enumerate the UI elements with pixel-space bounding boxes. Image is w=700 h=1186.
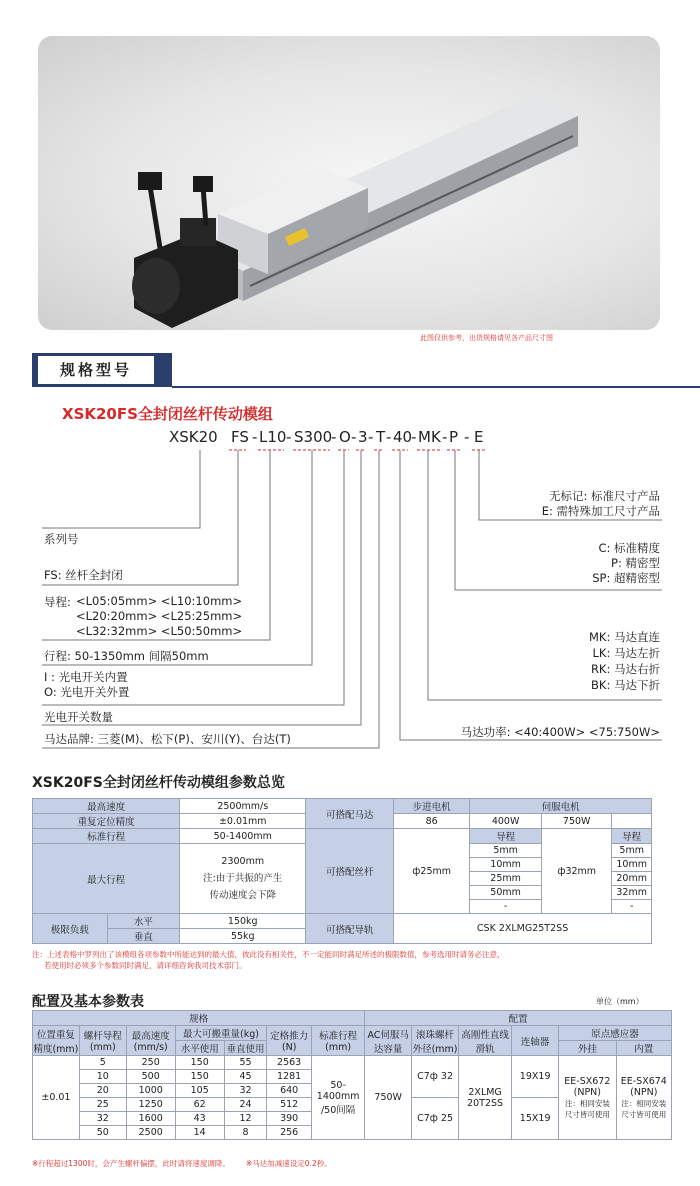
- cell-h-load: 14: [175, 1126, 224, 1140]
- sensor-model: EE-SX674: [620, 1075, 667, 1087]
- cell-label: 可搭配马达: [306, 799, 394, 829]
- cell-thrust: 390: [267, 1112, 312, 1126]
- label-e-e: E: 需特殊加工尺寸产品: [541, 504, 660, 518]
- code-dash: -: [442, 428, 448, 446]
- cell-value: ф25mm: [394, 829, 470, 914]
- cell-thrust: 256: [267, 1126, 312, 1140]
- cell-speed: 250: [126, 1056, 175, 1070]
- header-motor: AC伺服马达容量: [365, 1026, 412, 1056]
- sensor-note: 注：相同安装: [564, 1098, 610, 1108]
- cell-lead: 20: [79, 1084, 126, 1098]
- cell-label: 可搭配丝杆: [306, 829, 394, 914]
- cell-value: 2500mm/s: [180, 799, 306, 814]
- cell-sensor-ext: [559, 1056, 617, 1140]
- cell-label: 导程: [612, 829, 652, 844]
- cell-speed: 1600: [126, 1112, 175, 1126]
- cell-value: 10mm: [612, 858, 652, 872]
- sensor-type: (NPN): [573, 1086, 601, 1098]
- code-lead: L10: [259, 428, 287, 446]
- header-sensor: 原点感应器: [559, 1026, 672, 1041]
- params-overview-table: [32, 798, 652, 944]
- sensor-note: 注：相同安装: [621, 1098, 667, 1108]
- photo-disclaimer: 此图仅供参考，出货规格请见各产品尺寸图: [420, 334, 553, 342]
- header-spec: 规格: [33, 1011, 365, 1026]
- cell-thrust: 1281: [267, 1070, 312, 1084]
- cell-v-load: 32: [224, 1084, 267, 1098]
- label-precision-sp: SP: 超精密型: [592, 571, 660, 585]
- cell-value: 5mm: [612, 844, 652, 858]
- cell-lead: 50: [79, 1126, 126, 1140]
- cell-v-load: 45: [224, 1070, 267, 1084]
- cell-rail: [458, 1056, 511, 1140]
- code-dash: -: [386, 428, 392, 446]
- header-screw: 滚珠螺杆外径(mm): [412, 1026, 459, 1056]
- label-lead-title: 导程:: [44, 595, 71, 609]
- cell-empty: [612, 814, 652, 829]
- header-stroke: 标准行程(mm): [312, 1026, 365, 1056]
- code-sensor: O: [339, 428, 351, 446]
- cell-sensor-inn: [616, 1056, 671, 1140]
- header-coupling: 连轴器: [512, 1026, 559, 1056]
- header-ext: 外挂: [559, 1041, 617, 1056]
- label-e-none: 无标记: 标准尺寸产品: [548, 489, 660, 503]
- label-sensor-count: 光电开关数量: [44, 710, 113, 724]
- max-stroke-note: 注:由于共振的产生: [203, 873, 283, 884]
- cell-label: 最大行程: [33, 844, 180, 914]
- label-mount-lk: LK: 马达左折: [592, 646, 660, 660]
- cell-screw: C7ф 32: [412, 1056, 459, 1098]
- code-series: XSK20: [169, 428, 218, 446]
- section-title: 规格型号: [38, 356, 154, 384]
- code-brand: T: [376, 428, 386, 446]
- cell-value: 400W: [470, 814, 542, 829]
- header-load: 最大可搬重量(kg): [175, 1026, 267, 1041]
- cell-value: 10mm: [470, 858, 542, 872]
- header-lead: 螺杆导程(mm): [79, 1026, 126, 1056]
- cell-v-load: 55: [224, 1056, 267, 1070]
- cell-coupling: 19X19: [512, 1056, 559, 1098]
- cell-v-load: 8: [224, 1126, 267, 1140]
- cell-value: 750W: [542, 814, 612, 829]
- cell-value: ±0.01mm: [180, 814, 306, 829]
- cell-speed: 1250: [126, 1098, 175, 1112]
- cell-label: 极限负载: [33, 914, 108, 944]
- code-extra: E: [474, 428, 484, 446]
- cell-value: ф32mm: [542, 829, 612, 914]
- sensor-note: 尺寸皆可使用: [621, 1109, 667, 1119]
- label-precision-p: P: 精密型: [611, 556, 660, 570]
- cell-lead: 32: [79, 1112, 126, 1126]
- cell-label: 伺服电机: [470, 799, 652, 814]
- label-sensor-out: O: 光电开关外置: [44, 685, 130, 699]
- cell-value: -: [470, 900, 542, 914]
- cell-speed: 1000: [126, 1084, 175, 1098]
- rail-value: 20T2SS: [467, 1097, 504, 1109]
- table1-note: 若使用时必须多个参数同时满足，请详细咨询我司技术部门。: [44, 961, 247, 970]
- header-h-use: 水平使用: [175, 1041, 224, 1056]
- cell-label: 最高速度: [33, 799, 180, 814]
- model-title: XSK20FS全封闭丝杆传动模组: [62, 405, 273, 423]
- cell-label: 步进电机: [394, 799, 470, 814]
- cell-value: [180, 844, 306, 914]
- code-dash: -: [411, 428, 417, 446]
- code-dash: -: [368, 428, 374, 446]
- cell-repeat: ±0.01: [33, 1056, 80, 1140]
- cell-value: 55kg: [180, 929, 306, 944]
- cell-speed: 2500: [126, 1126, 175, 1140]
- sensor-note: 尺寸皆可使用: [564, 1109, 610, 1119]
- sensor-model: EE-SX672: [564, 1075, 611, 1087]
- max-stroke-note: 传动速度会下降: [209, 890, 276, 901]
- cell-label: 导程: [470, 829, 542, 844]
- cell-value: 50mm: [470, 886, 542, 900]
- cell-value: CSK 2XLMG25T2SS: [394, 914, 652, 944]
- cell-h-load: 105: [175, 1084, 224, 1098]
- cell-value: 150kg: [180, 914, 306, 929]
- cell-h-load: 150: [175, 1056, 224, 1070]
- label-mount-rk: RK: 马达右折: [590, 662, 660, 676]
- cell-label: 标准行程: [33, 829, 180, 844]
- cell-h-load: 62: [175, 1098, 224, 1112]
- cell-coupling: 15X19: [512, 1098, 559, 1140]
- cell-label: 水平: [107, 914, 180, 929]
- label-lead-3: <L32:32mm> <L50:50mm>: [76, 624, 243, 638]
- cell-h-load: 43: [175, 1112, 224, 1126]
- cell-motor: 750W: [365, 1056, 412, 1140]
- label-mount-bk: BK: 马达下折: [591, 678, 660, 692]
- header-v-use: 垂直使用: [224, 1041, 267, 1056]
- label-fs: FS: 丝杆全封闭: [44, 568, 123, 582]
- label-motor-brand: 马达品牌: 三菱(M)、松下(P)、安川(Y)、台达(T): [44, 732, 291, 746]
- cell-v-load: 12: [224, 1112, 267, 1126]
- cell-speed: 500: [126, 1070, 175, 1084]
- cell-label: 垂直: [107, 929, 180, 944]
- code-sensor-count: 3: [358, 428, 368, 446]
- code-dash: -: [464, 428, 470, 446]
- code-mount: MK: [418, 428, 441, 446]
- header-thrust: 定格推力(N): [267, 1026, 312, 1056]
- cell-value: 32mm: [612, 886, 652, 900]
- cell-screw: C7ф 25: [412, 1098, 459, 1140]
- code-precision: P: [449, 428, 459, 446]
- cell-value: -: [612, 900, 652, 914]
- code-dash: -: [351, 428, 357, 446]
- cell-label: 重复定位精度: [33, 814, 180, 829]
- cell-value: 25mm: [470, 872, 542, 886]
- code-dash: -: [286, 428, 292, 446]
- code-power: 40: [393, 428, 413, 446]
- rail-value: 2XLMG: [468, 1086, 502, 1098]
- cell-label: 可搭配导轨: [306, 914, 394, 944]
- label-series: 系列号: [44, 532, 79, 546]
- cell-value: 50-1400mm: [180, 829, 306, 844]
- cell-h-load: 150: [175, 1070, 224, 1084]
- cell-lead: 10: [79, 1070, 126, 1084]
- table1-note: 注：上述表格中罗列出了该模组各项参数中所能达到的最大值，彼此没有相关性，不一定能同时满足所述的极限数值，参考选用时请务必注意，: [32, 950, 505, 959]
- cell-lead: 25: [79, 1098, 126, 1112]
- footnote-accel: ※马达加减速设定0.2秒。: [246, 1159, 332, 1168]
- stroke-value: 50-1400mm: [316, 1079, 360, 1102]
- code-dash: -: [331, 428, 337, 446]
- cell-lead: 5: [79, 1056, 126, 1070]
- header-repeat: 位置重复精度(mm): [33, 1026, 80, 1056]
- footnote-stroke: ※行程超过1300时，会产生螺杆偏摆，此时请将速度调降。: [32, 1159, 230, 1168]
- header-rail: 高刚性直线滑轨: [458, 1026, 511, 1056]
- cell-thrust: 640: [267, 1084, 312, 1098]
- stroke-interval: /50间隔: [320, 1104, 356, 1116]
- header-inn: 内置: [616, 1041, 671, 1056]
- table2-title: 配置及基本参数表: [32, 994, 144, 1010]
- cell-value: 86: [394, 814, 470, 829]
- code-dash: -: [252, 428, 258, 446]
- table2-unit: 单位（mm）: [596, 997, 644, 1006]
- label-stroke: 行程: 50-1350mm 间隔50mm: [44, 649, 209, 663]
- label-mount-mk: MK: 马达直连: [589, 630, 660, 644]
- label-lead-2: <L20:20mm> <L25:25mm>: [76, 609, 243, 623]
- header-speed: 最高速度(mm/s): [126, 1026, 175, 1056]
- label-sensor-in: I : 光电开关内置: [44, 670, 128, 684]
- label-precision-c: C: 标准精度: [598, 541, 660, 555]
- code-fs: FS: [231, 428, 249, 446]
- cell-value: 5mm: [470, 844, 542, 858]
- header-config: 配置: [365, 1011, 672, 1026]
- cell-thrust: 512: [267, 1098, 312, 1112]
- cell-thrust: 2563: [267, 1056, 312, 1070]
- config-params-table: [32, 1010, 672, 1140]
- cell-value: 20mm: [612, 872, 652, 886]
- cell-stroke: [312, 1056, 365, 1140]
- sensor-type: (NPN): [630, 1086, 658, 1098]
- label-lead-1: <L05:05mm> <L10:10mm>: [76, 594, 243, 608]
- code-stroke: S300: [294, 428, 333, 446]
- table1-title: XSK20FS全封闭丝杆传动模组参数总览: [32, 775, 285, 791]
- max-stroke-value: 2300mm: [221, 856, 265, 867]
- cell-v-load: 24: [224, 1098, 267, 1112]
- label-power: 马达功率: <40:400W> <75:750W>: [460, 725, 660, 739]
